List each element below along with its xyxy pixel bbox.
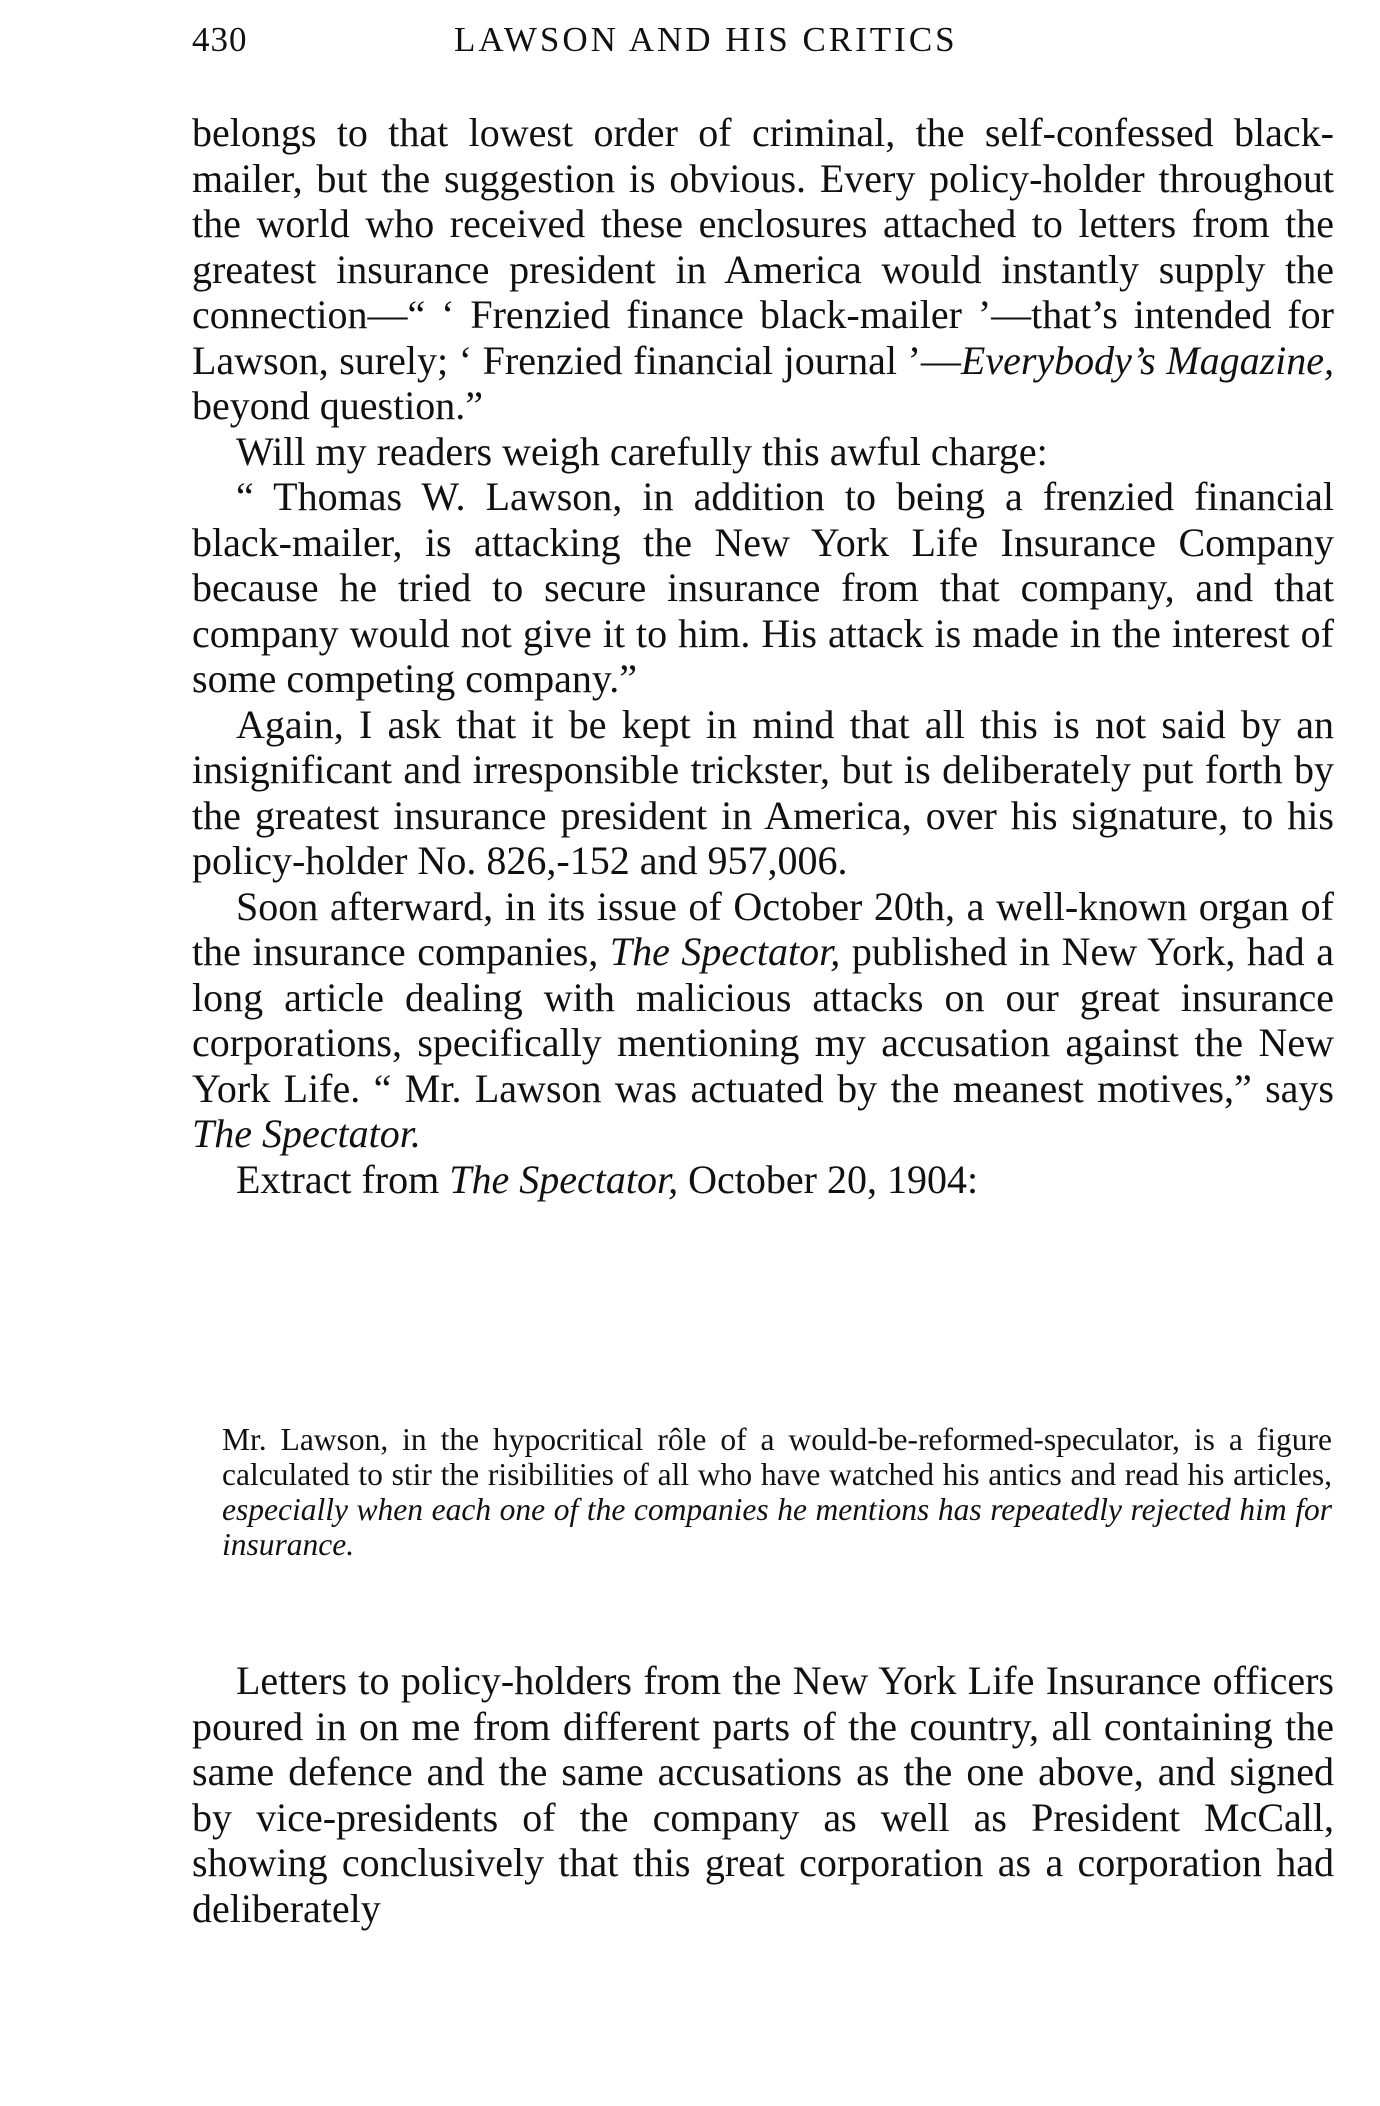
text-run: beyond question.” bbox=[192, 383, 484, 428]
body-text bbox=[192, 110, 1334, 1202]
text-run: belongs to that lowest order of criminal, the self-confessed black-mailer, but the suggestion is obvious. Every policy-holder throughout the world who received these enclosures attached to letters from the greatest insurance president in America would instantly supply the connection—“ ‘ Frenzied finance black-mailer ’—that’s intended for Lawson, surely; ‘ Frenzied financial journal ’— bbox=[192, 110, 1334, 383]
publication-title: The Spectator, bbox=[609, 929, 841, 974]
publication-title: The Spectator. bbox=[192, 1111, 421, 1156]
paragraph bbox=[192, 884, 1334, 1157]
page-header bbox=[192, 14, 1334, 74]
paragraph: Will my readers weigh carefully this awful charge: bbox=[236, 428, 1048, 474]
page-number: 430 bbox=[192, 20, 248, 59]
quote-paragraph bbox=[222, 1422, 1332, 1562]
text-run: Soon afterward, in its issue of October 20th, a well-known organ of the insurance companies, bbox=[192, 883, 1334, 974]
text-run: Extract from bbox=[236, 1156, 450, 1202]
publication-title: The Spectator, bbox=[449, 1156, 679, 1202]
text-run: Mr. Lawson, in the hypocritical rôle of a would-be-reformed-speculator, is a figure calculated to stir the risibilities of all who have watched his antics and read his articles, bbox=[222, 1422, 1332, 1492]
paragraph-final: Letters to policy-holders from the New York Life Insurance officers poured in on me from different parts of the country, all containing the same defence and the same accusations as the one above, and signed by vice-presidents of the company as well as President McCall, showing conclusively that this great corporation as a corporation had deliberately bbox=[192, 1658, 1334, 1931]
paragraph-quoted-charge: “ Thomas W. Lawson, in addition to being a frenzied financial black-mailer, is attacking the New York Life Insurance Company because he tried to secure insurance from that company, and that company would not give it to him. His attack is made in the interest of some competing company.” bbox=[192, 474, 1334, 701]
paragraph-continuation bbox=[192, 110, 1334, 429]
text-run: published in New York, had a long article dealing with malicious attacks on our great insurance corporations, specifically mentioning my accusation against the New York Life. “ Mr. Lawson was actuated by the meanest motives,” says bbox=[192, 929, 1334, 1111]
paragraph: Again, I ask that it be kept in mind that all this is not said by an insignificant and irresponsible trickster, but is deliberately put forth by the greatest insurance president in America, over his signature, to his policy-holder No. 826,-152 and 957,006. bbox=[192, 701, 1334, 883]
running-head: LAWSON AND HIS CRITICS bbox=[454, 20, 958, 59]
magazine-title: Everybody’s Magazine, bbox=[960, 337, 1335, 383]
emphasized-text: especially when each one of the companies he mentions has repeatedly rejected him for insurance. bbox=[222, 1492, 1332, 1562]
paragraph bbox=[192, 1157, 1334, 1203]
block-quote bbox=[222, 1422, 1332, 1562]
text-run: October 20, 1904: bbox=[678, 1156, 979, 1202]
